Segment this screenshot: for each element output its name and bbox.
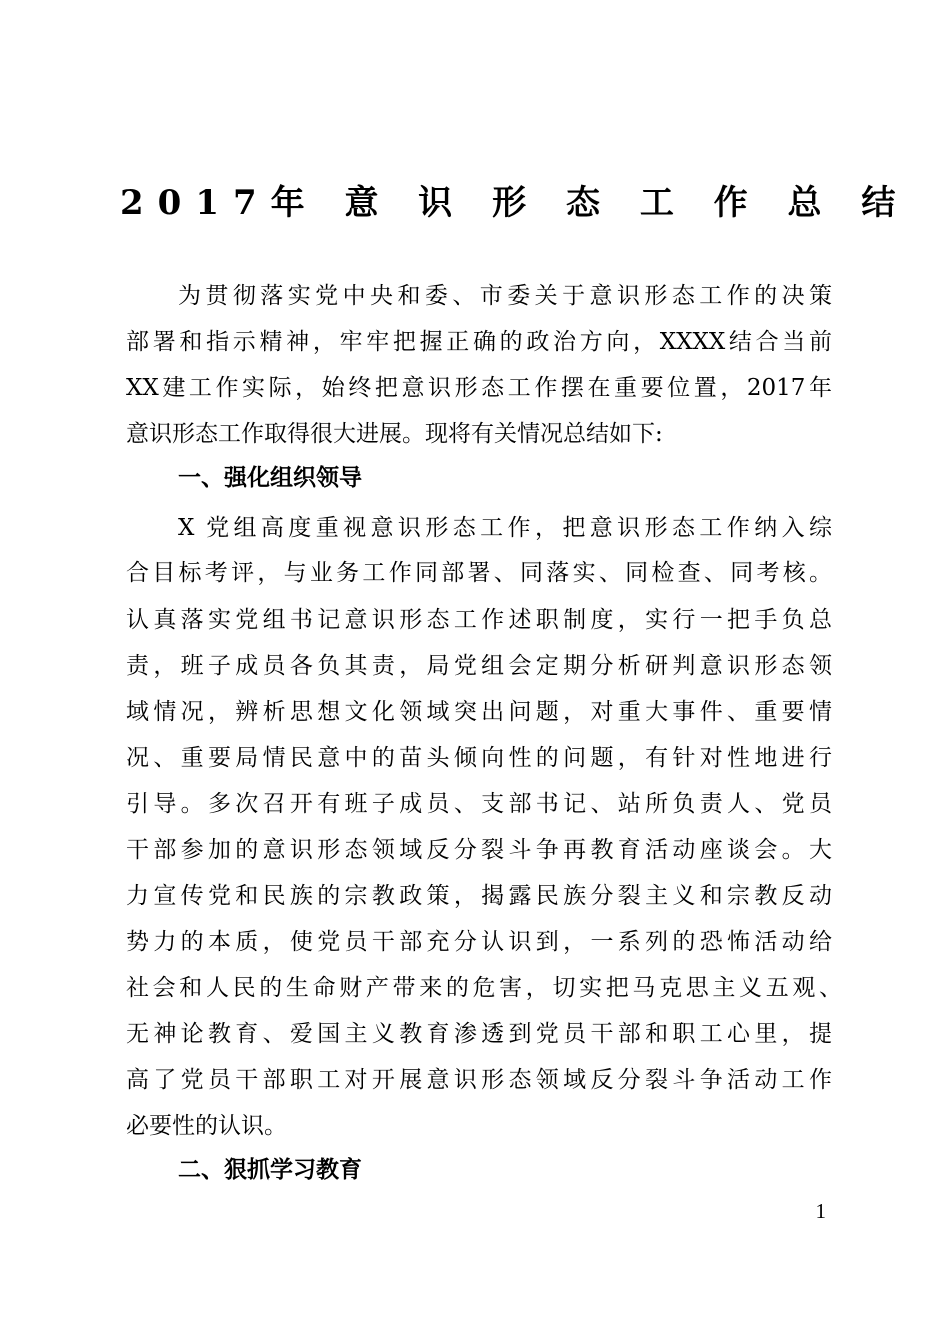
intro-line: 意识形态工作取得很大进展。现将有关情况总结如下: xyxy=(126,421,663,447)
body-line: 况、重要局情民意中的苗头倾向性的问题，有针对性地进行 xyxy=(126,745,832,771)
document-title: 2017年 意 识 形 态 工 作 总 结 xyxy=(120,183,910,223)
intro-line: XX建工作实际，始终把意识形态工作摆在重要位置，2017年 xyxy=(126,375,832,401)
body-line: 社会和人民的生命财产带来的危害，切实把马克思主义五观、 xyxy=(126,975,842,1001)
body-line: 干部参加的意识形态领域反分裂斗争再教育活动座谈会。大 xyxy=(126,837,832,863)
intro-line: 部署和指示精神，牢牢把握正确的政治方向，XXXX结合当前 xyxy=(126,329,832,355)
body-line: 高了党员干部职工对开展意识形态领域反分裂斗争活动工作 xyxy=(126,1067,832,1093)
body-line: 力宣传党和民族的宗教政策，揭露民族分裂主义和宗教反动 xyxy=(126,883,832,909)
intro-line: 为贯彻落实党中央和委、市委关于意识形态工作的决策 xyxy=(178,283,832,309)
body-line: 合目标考评，与业务工作同部署、同落实、同检查、同考核。 xyxy=(126,560,832,586)
body-line: 势力的本质，使党员干部充分认识到，一系列的恐怖活动给 xyxy=(126,929,832,955)
section-heading: 二、狠抓学习教育 xyxy=(178,1157,362,1183)
body-line: 无神论教育、爱国主义教育渗透到党员干部和职工心里，提 xyxy=(126,1021,832,1047)
body-line: 域情况，辨析思想文化领域突出问题，对重大事件、重要情 xyxy=(126,699,832,725)
page-number: 1 xyxy=(815,1199,826,1223)
body-line: 责，班子成员各负其责，局党组会定期分析研判意识形态领 xyxy=(126,653,832,679)
section-heading: 一、强化组织领导 xyxy=(178,465,362,491)
body-line: X 党组高度重视意识形态工作，把意识形态工作纳入综 xyxy=(178,515,832,541)
body-line: 必要性的认识。 xyxy=(126,1113,287,1139)
body-line: 引导。多次召开有班子成员、支部书记、站所负责人、党员 xyxy=(126,791,832,817)
body-line: 认真落实党组书记意识形态工作述职制度，实行一把手负总 xyxy=(126,607,832,633)
